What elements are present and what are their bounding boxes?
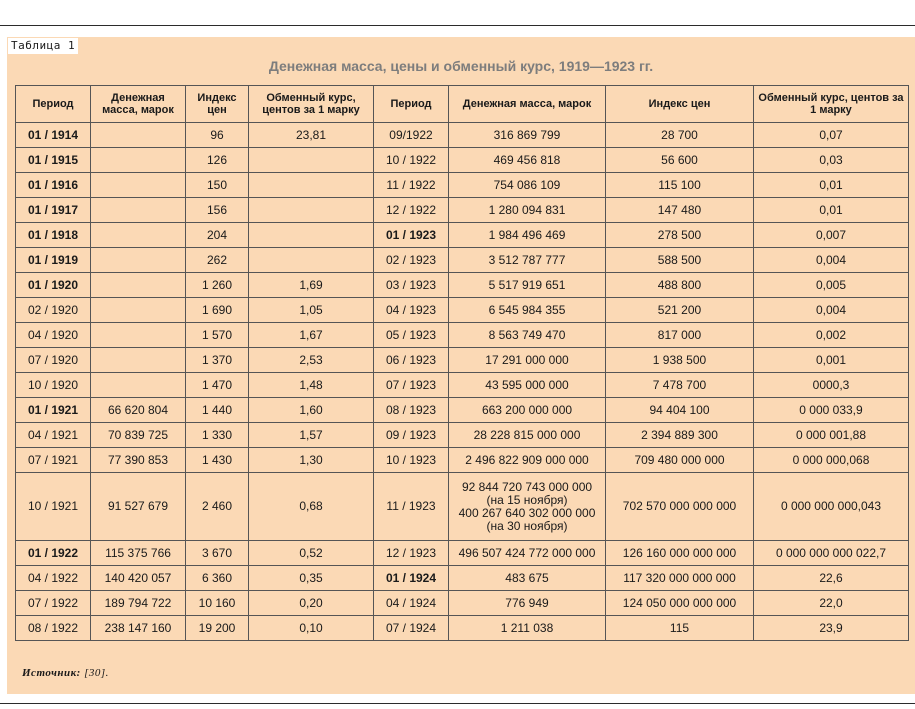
exchange-rate-cell-2: 0,007 — [754, 223, 909, 248]
exchange-rate-cell-2: 0,001 — [754, 348, 909, 373]
header-row — [16, 86, 909, 123]
period-cell: 01 / 1921 — [16, 398, 91, 423]
table-row — [16, 148, 909, 173]
exchange-rate-cell-2: 0,07 — [754, 123, 909, 148]
price-index-cell: 204 — [186, 223, 249, 248]
price-index-cell-2: 117 320 000 000 000 — [606, 566, 754, 591]
money-supply-cell-2: 1 211 038 — [449, 616, 606, 641]
price-index-cell-2: 2 394 889 300 — [606, 423, 754, 448]
exchange-rate-cell-2: 22,6 — [754, 566, 909, 591]
money-supply-cell — [91, 173, 186, 198]
price-index-cell: 1 330 — [186, 423, 249, 448]
source-text: [30]. — [84, 667, 109, 679]
money-supply-cell — [91, 298, 186, 323]
money-supply-cell: 66 620 804 — [91, 398, 186, 423]
exchange-rate-cell-2: 0,002 — [754, 323, 909, 348]
table-row — [16, 273, 909, 298]
period-cell: 01 / 1918 — [16, 223, 91, 248]
price-index-cell: 1 570 — [186, 323, 249, 348]
money-supply-cell-2: 5 517 919 651 — [449, 273, 606, 298]
exchange-rate-cell — [249, 248, 374, 273]
money-supply-cell: 238 147 160 — [91, 616, 186, 641]
price-index-cell-2: 488 800 — [606, 273, 754, 298]
money-supply-line: (на 15 ноября) — [486, 492, 568, 507]
exchange-rate-cell-2: 0 000 000,068 — [754, 448, 909, 473]
money-supply-cell-2: 8 563 749 470 — [449, 323, 606, 348]
table-row — [16, 423, 909, 448]
table-row — [16, 173, 909, 198]
exchange-rate-cell — [249, 173, 374, 198]
money-supply-cell: 189 794 722 — [91, 591, 186, 616]
exchange-rate-cell: 1,05 — [249, 298, 374, 323]
bottom-rule — [0, 703, 915, 704]
price-index-cell-2: 588 500 — [606, 248, 754, 273]
period-cell: 01 / 1917 — [16, 198, 91, 223]
period-cell-2: 12 / 1923 — [374, 541, 449, 566]
exchange-rate-cell: 1,48 — [249, 373, 374, 398]
money-supply-cell-2: 17 291 000 000 — [449, 348, 606, 373]
exchange-rate-cell-2: 0 000 033,9 — [754, 398, 909, 423]
exchange-rate-cell: 0,68 — [249, 473, 374, 541]
price-index-cell-2: 709 480 000 000 — [606, 448, 754, 473]
period-cell-2: 10 / 1922 — [374, 148, 449, 173]
money-supply-line: 92 844 720 743 000 000 — [461, 479, 593, 494]
period-cell: 01 / 1920 — [16, 273, 91, 298]
exchange-rate-cell: 0,52 — [249, 541, 374, 566]
source-note — [22, 667, 109, 679]
money-supply-cell-2: 28 228 815 000 000 — [449, 423, 606, 448]
money-supply-cell — [91, 223, 186, 248]
table-row — [16, 566, 909, 591]
price-index-cell-2: 56 600 — [606, 148, 754, 173]
money-supply-cell: 140 420 057 — [91, 566, 186, 591]
money-supply-cell: 91 527 679 — [91, 473, 186, 541]
money-supply-cell-2: 483 675 — [449, 566, 606, 591]
period-cell-2: 02 / 1923 — [374, 248, 449, 273]
price-index-cell-2: 521 200 — [606, 298, 754, 323]
price-index-cell: 1 430 — [186, 448, 249, 473]
exchange-rate-cell-2: 0,03 — [754, 148, 909, 173]
period-cell: 01 / 1916 — [16, 173, 91, 198]
table-row — [16, 373, 909, 398]
money-supply-cell-2 — [449, 473, 606, 541]
money-supply-cell: 115 375 766 — [91, 541, 186, 566]
table-row — [16, 298, 909, 323]
money-supply-cell — [91, 198, 186, 223]
period-cell: 10 / 1921 — [16, 473, 91, 541]
price-index-cell: 1 440 — [186, 398, 249, 423]
money-supply-cell — [91, 148, 186, 173]
period-cell-2: 04 / 1923 — [374, 298, 449, 323]
period-cell-2: 07 / 1923 — [374, 373, 449, 398]
period-cell-2: 11 / 1923 — [374, 473, 449, 541]
money-supply-cell-2: 496 507 424 772 000 000 — [449, 541, 606, 566]
money-supply-cell — [91, 248, 186, 273]
price-index-cell: 2 460 — [186, 473, 249, 541]
price-index-cell-2: 126 160 000 000 000 — [606, 541, 754, 566]
money-supply-cell-2: 2 496 822 909 000 000 — [449, 448, 606, 473]
period-cell: 08 / 1922 — [16, 616, 91, 641]
price-index-cell: 10 160 — [186, 591, 249, 616]
table-row — [16, 198, 909, 223]
exchange-rate-cell — [249, 148, 374, 173]
money-supply-cell — [91, 323, 186, 348]
money-supply-cell-2: 776 949 — [449, 591, 606, 616]
header-exchange-rate: Обменный курс, центов за 1 марку — [249, 86, 374, 123]
period-cell: 01 / 1915 — [16, 148, 91, 173]
table-row — [16, 223, 909, 248]
period-cell-2: 08 / 1923 — [374, 398, 449, 423]
price-index-cell: 6 360 — [186, 566, 249, 591]
money-supply-cell — [91, 273, 186, 298]
period-cell-2: 11 / 1922 — [374, 173, 449, 198]
exchange-rate-cell: 2,53 — [249, 348, 374, 373]
header-period: Период — [16, 86, 91, 123]
exchange-rate-cell: 23,81 — [249, 123, 374, 148]
money-supply-cell-2: 1 280 094 831 — [449, 198, 606, 223]
table-row — [16, 348, 909, 373]
price-index-cell-2: 1 938 500 — [606, 348, 754, 373]
price-index-cell-2: 94 404 100 — [606, 398, 754, 423]
exchange-rate-cell-2: 22,0 — [754, 591, 909, 616]
period-cell: 02 / 1920 — [16, 298, 91, 323]
price-index-cell: 1 260 — [186, 273, 249, 298]
table-row — [16, 473, 909, 541]
period-cell-2: 09/1922 — [374, 123, 449, 148]
source-label: Источник: — [22, 667, 81, 679]
money-supply-cell-2: 1 984 496 469 — [449, 223, 606, 248]
money-supply-cell-2: 663 200 000 000 — [449, 398, 606, 423]
money-supply-line: 400 267 640 302 000 000 — [458, 505, 596, 520]
table-body — [16, 123, 909, 641]
period-cell-2: 01 / 1924 — [374, 566, 449, 591]
money-supply-cell-2: 6 545 984 355 — [449, 298, 606, 323]
money-supply-cell-2: 43 595 000 000 — [449, 373, 606, 398]
table-row — [16, 541, 909, 566]
exchange-rate-cell — [249, 198, 374, 223]
exchange-rate-cell-2: 0,005 — [754, 273, 909, 298]
period-cell: 01 / 1919 — [16, 248, 91, 273]
header-exchange-rate-2: Обменный курс, центов за 1 марку — [754, 86, 909, 123]
price-index-cell: 156 — [186, 198, 249, 223]
table-title: Денежная масса, цены и обменный курс, 1919—1923 гг. — [268, 58, 654, 74]
exchange-rate-cell-2: 0 000 000 000,043 — [754, 473, 909, 541]
period-cell-2: 06 / 1923 — [374, 348, 449, 373]
table-row — [16, 591, 909, 616]
period-cell-2: 04 / 1924 — [374, 591, 449, 616]
exchange-rate-cell-2: 23,9 — [754, 616, 909, 641]
table-row — [16, 323, 909, 348]
price-index-cell-2: 115 100 — [606, 173, 754, 198]
exchange-rate-cell: 1,60 — [249, 398, 374, 423]
period-cell: 07 / 1922 — [16, 591, 91, 616]
exchange-rate-cell-2: 0,01 — [754, 173, 909, 198]
period-cell: 10 / 1920 — [16, 373, 91, 398]
exchange-rate-cell-2: 0000,3 — [754, 373, 909, 398]
exchange-rate-cell — [249, 223, 374, 248]
header-price-index-2: Индекс цен — [606, 86, 754, 123]
table-row — [16, 248, 909, 273]
top-rule — [0, 25, 915, 26]
period-cell-2: 05 / 1923 — [374, 323, 449, 348]
exchange-rate-cell: 1,69 — [249, 273, 374, 298]
exchange-rate-cell-2: 0 000 000 000 022,7 — [754, 541, 909, 566]
money-supply-cell — [91, 123, 186, 148]
price-index-cell: 1 370 — [186, 348, 249, 373]
table-row — [16, 398, 909, 423]
price-index-cell: 126 — [186, 148, 249, 173]
price-index-cell: 19 200 — [186, 616, 249, 641]
data-table — [15, 85, 909, 641]
money-supply-line: (на 30 ноября) — [486, 518, 568, 533]
period-cell: 04 / 1920 — [16, 323, 91, 348]
exchange-rate-cell: 1,30 — [249, 448, 374, 473]
money-supply-cell-2: 316 869 799 — [449, 123, 606, 148]
exchange-rate-cell: 1,67 — [249, 323, 374, 348]
price-index-cell-2: 115 — [606, 616, 754, 641]
header-period-2: Период — [374, 86, 449, 123]
exchange-rate-cell-2: 0,01 — [754, 198, 909, 223]
money-supply-cell: 70 839 725 — [91, 423, 186, 448]
period-cell: 04 / 1921 — [16, 423, 91, 448]
period-cell-2: 09 / 1923 — [374, 423, 449, 448]
header-money-supply: Денежная масса, марок — [91, 86, 186, 123]
exchange-rate-cell: 0,10 — [249, 616, 374, 641]
header-money-supply-2: Денежная масса, марок — [449, 86, 606, 123]
price-index-cell: 1 470 — [186, 373, 249, 398]
period-cell: 07 / 1920 — [16, 348, 91, 373]
period-cell: 01 / 1922 — [16, 541, 91, 566]
table-row — [16, 123, 909, 148]
money-supply-cell: 77 390 853 — [91, 448, 186, 473]
price-index-cell: 262 — [186, 248, 249, 273]
price-index-cell-2: 147 480 — [606, 198, 754, 223]
price-index-cell-2: 28 700 — [606, 123, 754, 148]
exchange-rate-cell-2: 0 000 001,88 — [754, 423, 909, 448]
exchange-rate-cell-2: 0,004 — [754, 248, 909, 273]
price-index-cell: 3 670 — [186, 541, 249, 566]
exchange-rate-cell: 0,20 — [249, 591, 374, 616]
price-index-cell: 150 — [186, 173, 249, 198]
price-index-cell-2: 7 478 700 — [606, 373, 754, 398]
period-cell-2: 01 / 1923 — [374, 223, 449, 248]
price-index-cell-2: 278 500 — [606, 223, 754, 248]
price-index-cell: 1 690 — [186, 298, 249, 323]
table-row — [16, 616, 909, 641]
money-supply-cell — [91, 348, 186, 373]
exchange-rate-cell-2: 0,004 — [754, 298, 909, 323]
table-row — [16, 448, 909, 473]
period-cell-2: 07 / 1924 — [374, 616, 449, 641]
period-cell: 07 / 1921 — [16, 448, 91, 473]
period-cell-2: 10 / 1923 — [374, 448, 449, 473]
price-index-cell-2: 702 570 000 000 000 — [606, 473, 754, 541]
table-label: Таблица 1 — [8, 38, 78, 54]
exchange-rate-cell: 0,35 — [249, 566, 374, 591]
price-index-cell: 96 — [186, 123, 249, 148]
price-index-cell-2: 124 050 000 000 000 — [606, 591, 754, 616]
price-index-cell-2: 817 000 — [606, 323, 754, 348]
period-cell: 01 / 1914 — [16, 123, 91, 148]
header-price-index: Индекс цен — [186, 86, 249, 123]
money-supply-cell-2: 469 456 818 — [449, 148, 606, 173]
period-cell-2: 12 / 1922 — [374, 198, 449, 223]
period-cell: 04 / 1922 — [16, 566, 91, 591]
period-cell-2: 03 / 1923 — [374, 273, 449, 298]
money-supply-cell-2: 3 512 787 777 — [449, 248, 606, 273]
exchange-rate-cell: 1,57 — [249, 423, 374, 448]
money-supply-cell — [91, 373, 186, 398]
money-supply-cell-2: 754 086 109 — [449, 173, 606, 198]
